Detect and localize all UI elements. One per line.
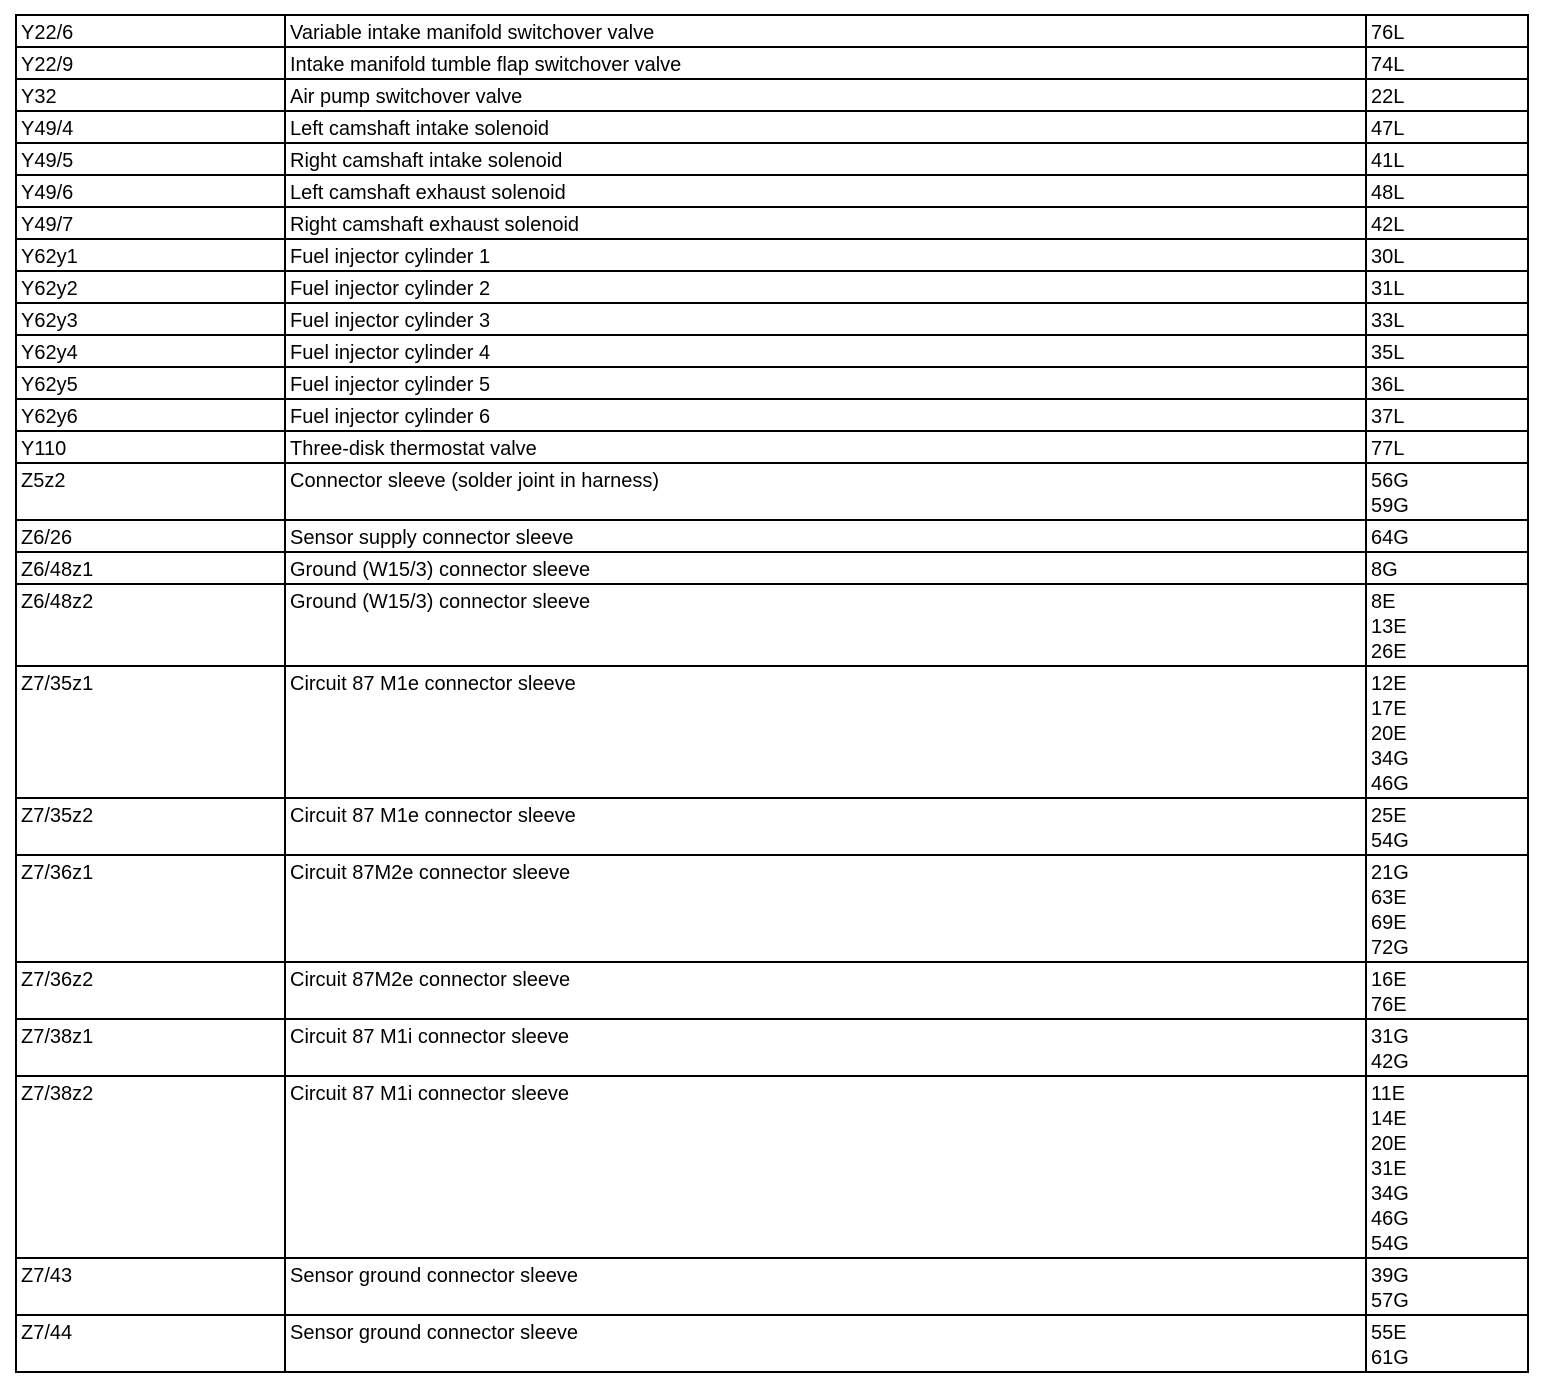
table-row: [16, 271, 1528, 303]
component-code-cell: Y49/5: [16, 143, 285, 175]
grid-location: 25E: [1371, 805, 1407, 827]
component-description-cell: Left camshaft exhaust solenoid: [285, 175, 1366, 207]
table-row: [16, 798, 1528, 855]
component-code-cell: Z7/38z2: [16, 1076, 285, 1258]
grid-location: 22L: [1371, 86, 1405, 108]
component-code-cell: Y62y3: [16, 303, 285, 335]
grid-location: 56G: [1371, 470, 1409, 492]
grid-location-cell: [1366, 367, 1528, 399]
grid-location-cell: [1366, 79, 1528, 111]
component-code-cell: Z7/44: [16, 1315, 285, 1372]
component-description-cell: Right camshaft intake solenoid: [285, 143, 1366, 175]
grid-location: 63E: [1371, 887, 1407, 909]
table-row: [16, 47, 1528, 79]
grid-location: 21G: [1371, 862, 1409, 884]
table-row: [16, 855, 1528, 962]
component-description-cell: Fuel injector cylinder 6: [285, 399, 1366, 431]
table-row: [16, 79, 1528, 111]
component-description-cell: Fuel injector cylinder 5: [285, 367, 1366, 399]
grid-location-cell: [1366, 207, 1528, 239]
table-row: [16, 520, 1528, 552]
grid-location: 42L: [1371, 214, 1405, 236]
grid-location: 47L: [1371, 118, 1405, 140]
grid-location-cell: [1366, 15, 1528, 47]
grid-location: 59G: [1371, 495, 1409, 517]
grid-location: 64G: [1371, 527, 1409, 549]
component-code-cell: Y22/9: [16, 47, 285, 79]
component-code-cell: Z7/35z1: [16, 666, 285, 798]
component-code-cell: Y49/6: [16, 175, 285, 207]
grid-location-cell: [1366, 666, 1528, 798]
component-code-cell: Y32: [16, 79, 285, 111]
grid-location-cell: [1366, 584, 1528, 666]
component-description-cell: Circuit 87M2e connector sleeve: [285, 855, 1366, 962]
component-code-cell: Z7/35z2: [16, 798, 285, 855]
grid-location-cell: [1366, 303, 1528, 335]
grid-location: 31E: [1371, 1158, 1407, 1180]
component-description-cell: Intake manifold tumble flap switchover valve: [285, 47, 1366, 79]
table-row: [16, 1019, 1528, 1076]
grid-location: 74L: [1371, 54, 1405, 76]
grid-location: 72G: [1371, 937, 1409, 959]
grid-location: 41L: [1371, 150, 1405, 172]
component-description-cell: Circuit 87 M1e connector sleeve: [285, 666, 1366, 798]
grid-location: 37L: [1371, 406, 1405, 428]
table-body: [16, 15, 1528, 1372]
component-code-cell: Z6/48z1: [16, 552, 285, 584]
component-description-cell: Right camshaft exhaust solenoid: [285, 207, 1366, 239]
component-description-cell: Fuel injector cylinder 1: [285, 239, 1366, 271]
grid-location-cell: [1366, 1019, 1528, 1076]
table-row: [16, 111, 1528, 143]
grid-location-cell: [1366, 175, 1528, 207]
grid-location: 8E: [1371, 591, 1396, 613]
grid-location: 30L: [1371, 246, 1405, 268]
grid-location-cell: [1366, 47, 1528, 79]
grid-location: 20E: [1371, 723, 1407, 745]
table-row: [16, 175, 1528, 207]
component-code-cell: Y62y4: [16, 335, 285, 367]
grid-location-cell: [1366, 399, 1528, 431]
grid-location-cell: [1366, 271, 1528, 303]
component-code-cell: Z7/36z2: [16, 962, 285, 1019]
component-description-cell: Circuit 87 M1i connector sleeve: [285, 1076, 1366, 1258]
grid-location: 76L: [1371, 22, 1405, 44]
table-row: [16, 367, 1528, 399]
grid-location: 54G: [1371, 1233, 1409, 1255]
table-row: [16, 463, 1528, 520]
component-description-cell: Connector sleeve (solder joint in harness): [285, 463, 1366, 520]
component-code-cell: Y62y1: [16, 239, 285, 271]
component-description-cell: Ground (W15/3) connector sleeve: [285, 552, 1366, 584]
table-row: [16, 207, 1528, 239]
component-code-cell: Z7/36z1: [16, 855, 285, 962]
component-description-cell: Air pump switchover valve: [285, 79, 1366, 111]
component-code-cell: Y49/7: [16, 207, 285, 239]
table-row: [16, 399, 1528, 431]
grid-location-cell: [1366, 962, 1528, 1019]
grid-location: 20E: [1371, 1133, 1407, 1155]
grid-location-cell: [1366, 463, 1528, 520]
component-code-cell: Y110: [16, 431, 285, 463]
component-description-cell: Circuit 87 M1e connector sleeve: [285, 798, 1366, 855]
component-code-cell: Z6/26: [16, 520, 285, 552]
component-code-cell: Z7/38z1: [16, 1019, 285, 1076]
grid-location: 8G: [1371, 559, 1398, 581]
component-description-cell: Variable intake manifold switchover valve: [285, 15, 1366, 47]
grid-location-cell: [1366, 335, 1528, 367]
table-row: [16, 962, 1528, 1019]
grid-location: 34G: [1371, 748, 1409, 770]
component-code-cell: Y22/6: [16, 15, 285, 47]
grid-location: 39G: [1371, 1265, 1409, 1287]
component-description-cell: Sensor ground connector sleeve: [285, 1315, 1366, 1372]
grid-location: 35L: [1371, 342, 1405, 364]
component-description-cell: Circuit 87 M1i connector sleeve: [285, 1019, 1366, 1076]
grid-location-cell: [1366, 111, 1528, 143]
component-code-cell: Y62y2: [16, 271, 285, 303]
grid-location: 46G: [1371, 1208, 1409, 1230]
component-code-cell: Y49/4: [16, 111, 285, 143]
component-description-cell: Left camshaft intake solenoid: [285, 111, 1366, 143]
table-row: [16, 15, 1528, 47]
component-description-cell: Fuel injector cylinder 2: [285, 271, 1366, 303]
grid-location-cell: [1366, 1315, 1528, 1372]
component-code-cell: Y62y5: [16, 367, 285, 399]
grid-location-cell: [1366, 239, 1528, 271]
grid-location: 34G: [1371, 1183, 1409, 1205]
component-code-cell: Z5z2: [16, 463, 285, 520]
grid-location: 46G: [1371, 773, 1409, 795]
component-code-cell: Z6/48z2: [16, 584, 285, 666]
grid-location: 12E: [1371, 673, 1407, 695]
grid-location-cell: [1366, 520, 1528, 552]
component-description-cell: Fuel injector cylinder 4: [285, 335, 1366, 367]
table-row: [16, 431, 1528, 463]
grid-location-cell: [1366, 552, 1528, 584]
component-description-cell: Circuit 87M2e connector sleeve: [285, 962, 1366, 1019]
component-description-cell: Three-disk thermostat valve: [285, 431, 1366, 463]
grid-location: 26E: [1371, 641, 1407, 663]
component-code-cell: Z7/43: [16, 1258, 285, 1315]
component-location-table: [15, 14, 1529, 1373]
grid-location: 42G: [1371, 1051, 1409, 1073]
grid-location: 31L: [1371, 278, 1405, 300]
table-row: [16, 335, 1528, 367]
grid-location: 57G: [1371, 1290, 1409, 1312]
grid-location: 55E: [1371, 1322, 1407, 1344]
component-description-cell: Ground (W15/3) connector sleeve: [285, 584, 1366, 666]
grid-location: 69E: [1371, 912, 1407, 934]
grid-location: 76E: [1371, 994, 1407, 1016]
grid-location-cell: [1366, 1076, 1528, 1258]
grid-location-cell: [1366, 1258, 1528, 1315]
grid-location: 54G: [1371, 830, 1409, 852]
table-row: [16, 584, 1528, 666]
table-row: [16, 1076, 1528, 1258]
table-row: [16, 1258, 1528, 1315]
grid-location: 31G: [1371, 1026, 1409, 1048]
table-row: [16, 239, 1528, 271]
grid-location: 16E: [1371, 969, 1407, 991]
grid-location: 61G: [1371, 1347, 1409, 1369]
grid-location: 14E: [1371, 1108, 1407, 1130]
grid-location-cell: [1366, 143, 1528, 175]
table-row: [16, 303, 1528, 335]
grid-location: 17E: [1371, 698, 1407, 720]
component-code-cell: Y62y6: [16, 399, 285, 431]
component-description-cell: Sensor ground connector sleeve: [285, 1258, 1366, 1315]
table-row: [16, 1315, 1528, 1372]
component-description-cell: Sensor supply connector sleeve: [285, 520, 1366, 552]
grid-location-cell: [1366, 798, 1528, 855]
table-row: [16, 143, 1528, 175]
table-row: [16, 552, 1528, 584]
grid-location: 11E: [1371, 1083, 1406, 1105]
grid-location-cell: [1366, 855, 1528, 962]
grid-location: 36L: [1371, 374, 1405, 396]
grid-location: 48L: [1371, 182, 1405, 204]
grid-location-cell: [1366, 431, 1528, 463]
grid-location: 77L: [1371, 438, 1405, 460]
grid-location: 33L: [1371, 310, 1405, 332]
component-description-cell: Fuel injector cylinder 3: [285, 303, 1366, 335]
grid-location: 13E: [1371, 616, 1407, 638]
table-row: [16, 666, 1528, 798]
